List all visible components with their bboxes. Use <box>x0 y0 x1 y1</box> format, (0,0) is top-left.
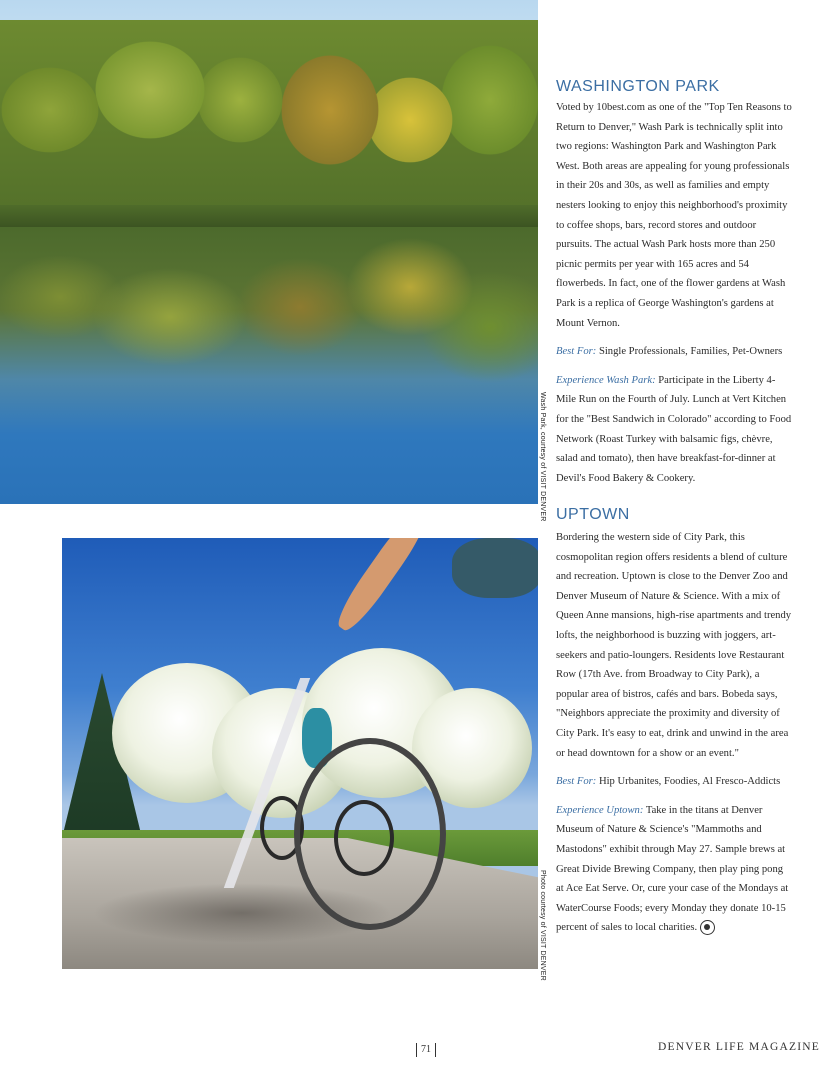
best-for-value: Hip Urbanites, Foodies, Al Fresco-Addicts <box>596 776 781 788</box>
experience-value: Participate in the Liberty 4-Mile Run on the Fourth of July. Lunch at Vert Kitchen for the "Best Sandwich in Colorado" according to Food Network (Roast Turkey with balsamic figs, chèvre, salad and tomato), then have breakfast-for-dinner at Devil's Food Bakery & Cookery. <box>556 374 792 484</box>
best-for-label: Best For: <box>556 776 597 788</box>
washington-park-body: Voted by 10best.com as one of the "Top Ten Reasons to Return to Denver," Wash Park is technically split into two regions: Washington Park and Washington Park West. Both areas are appealing for young professionals in their 20s and 30s, as well as families and empty nesters looking to enjoy this neighborhood's proximity to coffee shops, bars, record stores and outdoor pursuits. The actual Wash Park hosts more than 250 picnic permits per year with 165 acres and 54 flowerbeds. In fact, one of the flower gardens at Wash Park is a replica of George Washington's gardens at Mount Vernon. <box>556 102 792 329</box>
washington-park-best-for <box>556 342 792 362</box>
washington-park-heading: WASHINGTON PARK <box>556 78 720 95</box>
uptown-body: Bordering the western side of City Park, this cosmopolitan region offers residents a blend of culture and recreation. Uptown is close to the Denver Zoo and Denver Museum of Nature & Science. With a mix of Queen Anne mansions, high-rise apartments and trendy lofts, the neighborhood is buzzing with joggers, art-seekers and patio-loungers. Residents love Restaurant Row (17th Ave. from Broadway to City Park), a popular area of bistros, cafés and bars. Bobeda says, "Neighbors appreciate the proximity and diversity of City Park. It's easy to eat, drink and unwind in the area or head downtown for a show or an event." <box>556 532 792 759</box>
photo1-credit: Wash Park, courtesy of VISIT DENVER <box>539 392 546 522</box>
washington-park-experience <box>556 371 792 489</box>
photo2-credit: Photo courtesy of VISIT DENVER <box>539 870 546 981</box>
photo-bike-wheel <box>294 738 446 930</box>
washington-park-text <box>556 98 792 488</box>
photo-lake-reflection <box>0 227 538 504</box>
page-number: 71 <box>416 1043 436 1057</box>
best-for-label: Best For: <box>556 346 597 358</box>
magazine-name: DENVER LIFE MAGAZINE <box>658 1041 820 1053</box>
uptown-heading: UPTOWN <box>556 506 630 523</box>
uptown-best-for <box>556 772 792 792</box>
best-for-value: Single Professionals, Families, Pet-Owners <box>596 346 783 358</box>
uptown-experience <box>556 801 792 938</box>
end-mark-icon <box>700 920 715 935</box>
washington-park-photo <box>0 0 538 504</box>
experience-label: Experience Uptown: <box>556 804 644 816</box>
experience-label: Experience Wash Park: <box>556 374 656 386</box>
photo-shore <box>0 205 538 227</box>
photo-trees <box>0 20 538 220</box>
uptown-text <box>556 528 792 938</box>
photo-foreground-cyclist <box>452 538 538 598</box>
uptown-cyclists-photo <box>62 538 538 969</box>
photo-cyclist-arm <box>331 538 433 636</box>
experience-value: Take in the titans at Denver Museum of Nature & Science's "Mammoths and Mastodons" exhibit through May 27. Sample brews at Great Divide Brewing Company, then play ping pong at Ace Eat Serve. Or, cure your case of the Mondays at WaterCourse Foods; every Monday they donate 10-15 percent of sales to local charities. <box>556 804 789 934</box>
